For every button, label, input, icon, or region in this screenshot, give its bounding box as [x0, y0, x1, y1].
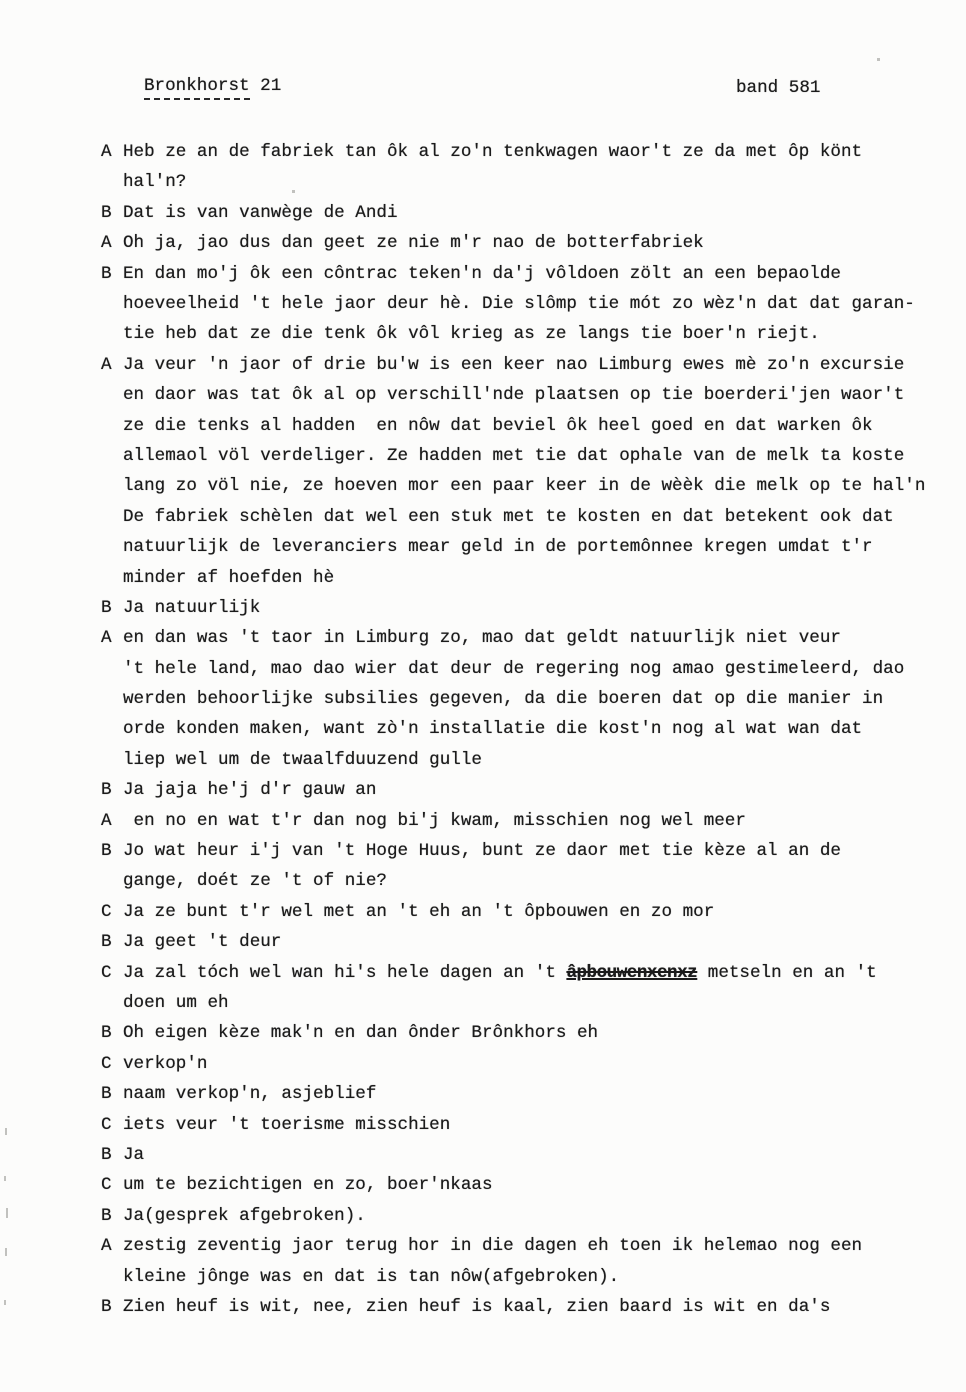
speaker-label: B	[101, 1084, 112, 1105]
utterance-lines	[123, 806, 951, 836]
utterance-lines	[123, 259, 951, 350]
utterance	[101, 228, 951, 258]
utterance-lines	[123, 1110, 951, 1140]
speaker-label: B	[101, 1297, 112, 1318]
utterance	[101, 1110, 951, 1140]
page-title	[144, 74, 281, 98]
line-text: Ja zal tóch wel wan hi's hele dagen an 't	[123, 962, 567, 983]
transcript-line: en daor was tat ôk al op verschill'nde plaatsen op tie boerderi'jen waor't	[123, 385, 905, 406]
speaker-label: B	[101, 597, 112, 618]
scan-artifact	[4, 1300, 6, 1305]
transcript-line: gange, doét ze 't of nie?	[123, 871, 387, 892]
transcript-line: werden behoorlijke subsilies gegeven, da die boeren dat op die manier in	[123, 689, 884, 710]
transcript-line: allemaol völ verdeliger. Ze hadden met tie dat ophale van de melk ta koste	[123, 445, 905, 466]
utterance-lines	[123, 137, 951, 198]
speaker-label: C	[101, 1053, 112, 1074]
utterance-lines	[123, 958, 951, 1019]
utterance	[101, 1018, 951, 1048]
transcript-line: Ja	[123, 1145, 145, 1166]
transcript-line: tie heb dat ze die tenk ôk vôl krieg as ze langs tie boer'n riejt.	[123, 324, 820, 345]
transcript-line: Ja(gesprek afgebroken).	[123, 1205, 366, 1226]
transcript-line: En dan mo'j ôk een côntrac teken'n da'j vôldoen zölt an een bepaolde	[123, 263, 841, 284]
utterance	[101, 806, 951, 836]
speaker-label: B	[101, 202, 112, 223]
page-title-number: 21	[249, 76, 282, 96]
speaker-label: B	[101, 932, 112, 953]
utterance-lines	[123, 1292, 951, 1322]
struck-word: âpbouwenxenxz	[566, 962, 698, 983]
transcript-line: Ja veur 'n jaor of drie bu'w is een keer nao Limburg ewes mè zo'n excursie	[123, 354, 905, 375]
transcript-line: 't hele land, mao dao wier dat deur de regering nog amao gestimeleerd, dao	[123, 658, 905, 679]
transcript-line: Ja natuurlijk	[123, 597, 261, 618]
band-label: band 581	[736, 78, 821, 98]
utterance	[101, 1231, 951, 1292]
utterance	[101, 350, 951, 593]
speaker-label: B	[101, 1205, 112, 1226]
utterance	[101, 259, 951, 350]
utterance	[101, 623, 951, 775]
utterance	[101, 1292, 951, 1322]
speaker-label: C	[101, 1114, 112, 1135]
transcript-line: Heb ze an de fabriek tan ôk al zo'n tenkwagen waor't ze da met ôp könt	[123, 142, 863, 162]
transcript-line: hal'n?	[123, 172, 187, 193]
transcript-line: en dan was 't taor in Limburg zo, mao dat geldt natuurlijk niet veur	[123, 628, 841, 649]
utterance-lines	[123, 350, 951, 593]
transcript-line: Zien heuf is wit, nee, zien heuf is kaal, zien baard is wit en da's	[123, 1297, 831, 1318]
transcript-line: zestig zeventig jaor terug hor in die dagen eh toen ik helemao nog een	[123, 1236, 863, 1257]
utterance	[101, 1049, 951, 1079]
speaker-label: A	[101, 354, 112, 375]
utterance	[101, 593, 951, 623]
speaker-label: B	[101, 263, 112, 284]
speaker-label: A	[101, 628, 112, 649]
transcript-line: lang zo völ nie, ze hoeven mor een paar keer in de wèèk die melk op te hal'n	[123, 476, 926, 497]
scan-artifact	[6, 1208, 8, 1218]
speaker-label: A	[101, 1236, 112, 1257]
transcript-line: Oh ja, jao dus dan geet ze nie m'r nao de botterfabriek	[123, 233, 704, 254]
speaker-label: A	[101, 142, 112, 162]
speaker-label: C	[101, 901, 112, 922]
utterance-lines	[123, 1079, 951, 1109]
speaker-label: B	[101, 1145, 112, 1166]
utterance	[101, 137, 951, 198]
utterance-lines	[123, 1231, 951, 1292]
utterance-lines	[123, 198, 951, 228]
transcript-line	[123, 958, 951, 988]
scan-artifact	[877, 58, 880, 61]
utterance-lines	[123, 927, 951, 957]
utterance	[101, 958, 951, 1019]
transcript-line: verkop'n	[123, 1053, 208, 1074]
transcript-line: naam verkop'n, asjeblief	[123, 1084, 377, 1105]
transcript-line: minder af hoefden hè	[123, 567, 335, 588]
utterance-lines	[123, 836, 951, 897]
transcript-line: Oh eigen kèze mak'n en dan ônder Brônkhors eh	[123, 1023, 599, 1044]
transcript-line: en no en wat t'r dan nog bi'j kwam, misschien nog wel meer	[123, 810, 746, 831]
utterance	[101, 897, 951, 927]
utterance-lines	[123, 623, 951, 775]
transcript-line: Ja jaja he'j d'r gauw an	[123, 780, 377, 801]
speaker-label: A	[101, 810, 112, 831]
scan-artifact	[4, 1176, 6, 1181]
utterance-lines	[123, 1018, 951, 1048]
utterance	[101, 775, 951, 805]
transcript-line: orde konden maken, want zò'n installatie die kost'n nog al wat wan dat	[123, 719, 863, 740]
speaker-label: C	[101, 962, 112, 983]
transcript-line: Dat is van vanwège de Andi	[123, 202, 398, 223]
transcript-line: iets veur 't toerisme misschien	[123, 1114, 451, 1135]
transcript-line: Ja geet 't deur	[123, 932, 282, 953]
utterance	[101, 1079, 951, 1109]
utterance	[101, 836, 951, 897]
transcript-body	[101, 137, 951, 1322]
utterance	[101, 198, 951, 228]
speaker-label: B	[101, 841, 112, 862]
speaker-label: B	[101, 780, 112, 801]
transcript-line: um te bezichtigen en zo, boer'nkaas	[123, 1175, 493, 1196]
transcript-line: doen um eh	[123, 993, 229, 1014]
transcript-line: hoeveelheid 't hele jaor deur hè. Die slômp tie mót zo wèz'n dat dat garan-	[123, 293, 915, 314]
utterance-lines	[123, 1170, 951, 1200]
scan-artifact	[5, 1248, 7, 1256]
utterance	[101, 1140, 951, 1170]
utterance	[101, 1170, 951, 1200]
transcript-line: liep wel um de twaalfduuzend gulle	[123, 749, 482, 770]
utterance	[101, 1201, 951, 1231]
transcript-line: De fabriek schèlen dat wel een stuk met te kosten en dat betekent ook dat	[123, 506, 894, 527]
utterance	[101, 927, 951, 957]
utterance-lines	[123, 1201, 951, 1231]
transcript-line: Jo wat heur i'j van 't Hoge Huus, bunt ze daor met tie kèze al an de	[123, 841, 841, 862]
page-title-location: Bronkhorst	[144, 76, 250, 100]
scan-artifact	[5, 1128, 7, 1135]
transcript-line: kleine jônge was en dat is tan nôw(afgebroken).	[123, 1266, 620, 1287]
utterance-lines	[123, 775, 951, 805]
utterance-lines	[123, 593, 951, 623]
speaker-label: A	[101, 233, 112, 254]
utterance-lines	[123, 1140, 951, 1170]
transcript-line: natuurlijk de leveranciers mear geld in de portemônnee kregen umdat t'r	[123, 537, 873, 558]
utterance-lines	[123, 897, 951, 927]
speaker-label: B	[101, 1023, 112, 1044]
transcript-line: ze die tenks al hadden en nôw dat beviel ôk heel goed en dat warken ôk	[123, 415, 873, 436]
speaker-label: C	[101, 1175, 112, 1196]
utterance-lines	[123, 228, 951, 258]
transcript-line: Ja ze bunt t'r wel met an 't eh an 't ôpbouwen en zo mor	[123, 901, 715, 922]
scan-artifact	[292, 190, 295, 193]
utterance-lines	[123, 1049, 951, 1079]
line-text: metseln en an 't	[697, 962, 877, 983]
